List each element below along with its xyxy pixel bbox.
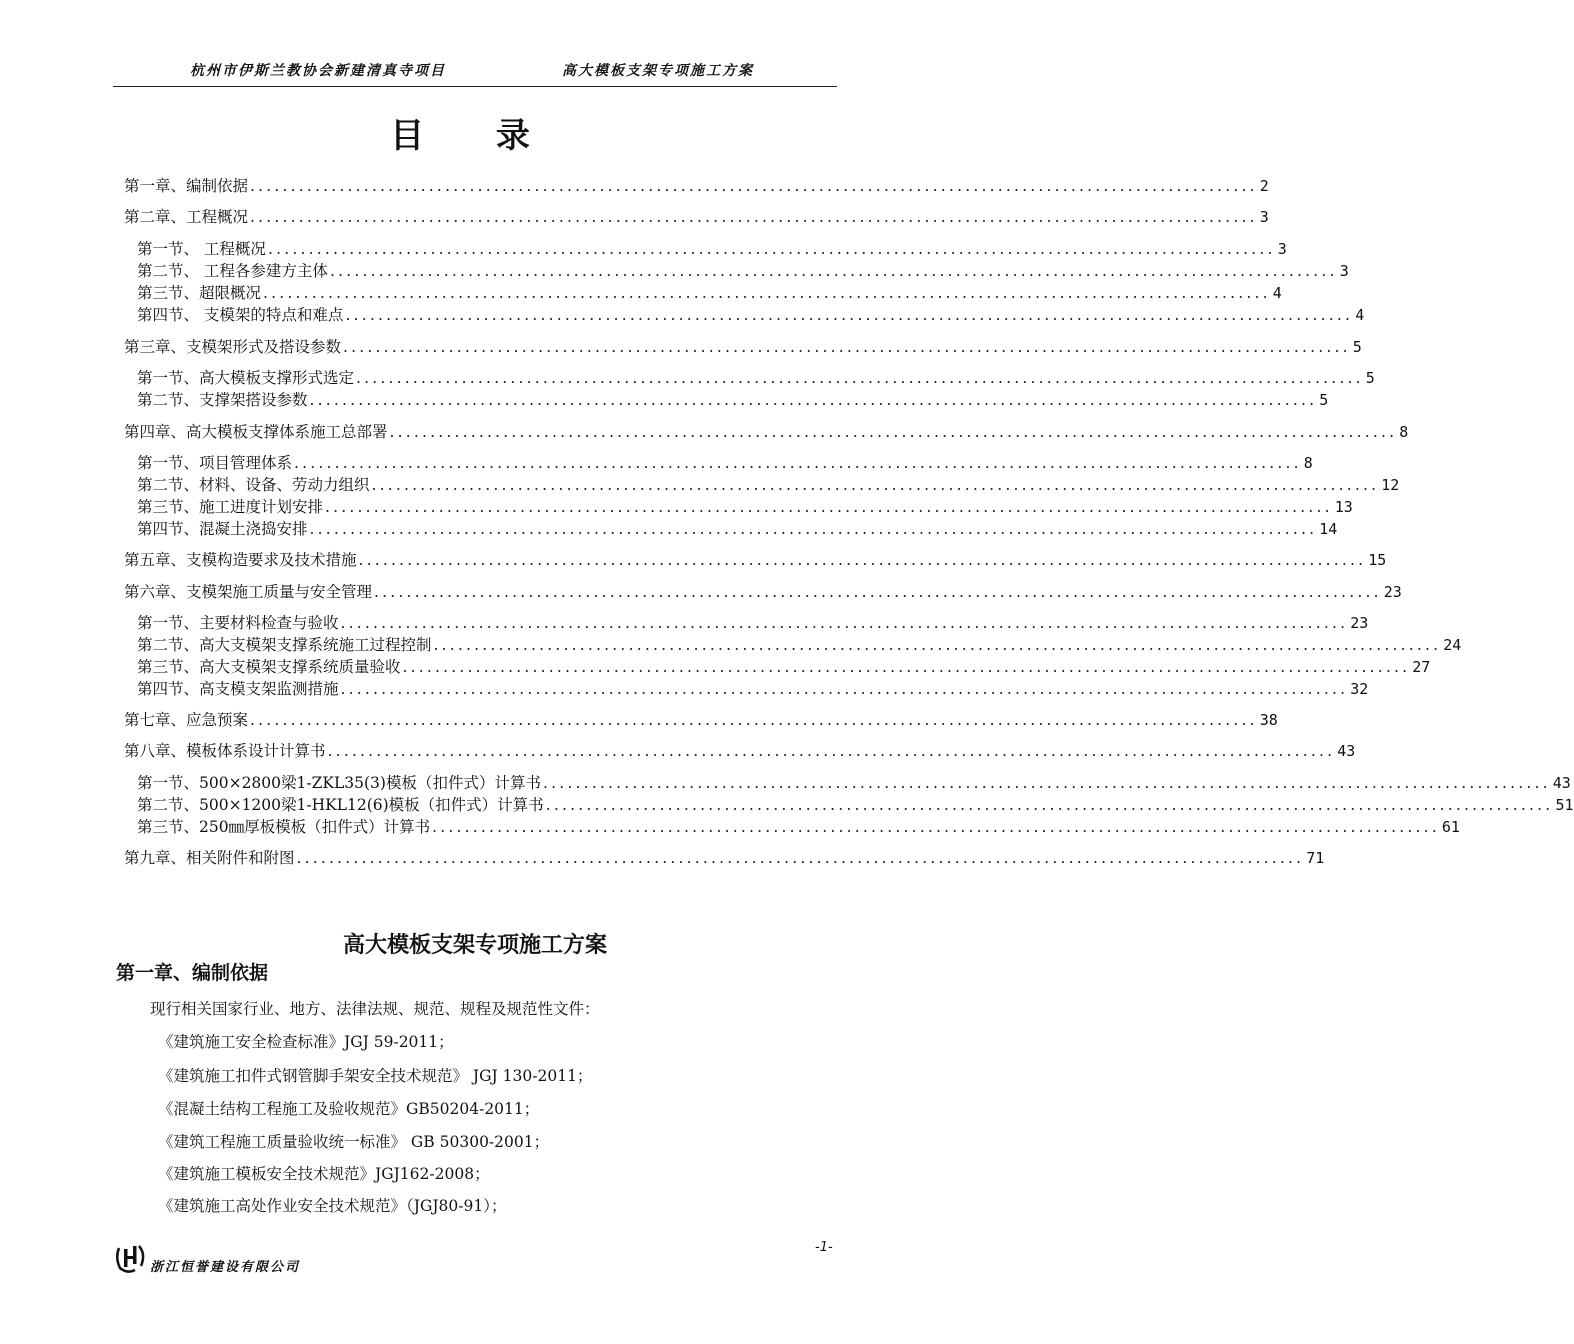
toc-title: 目 录 <box>390 116 560 156</box>
toc-entry-page: 24 <box>1443 636 1462 654</box>
toc-entry-page: 32 <box>1350 680 1369 698</box>
toc-entry[interactable] <box>137 389 1329 411</box>
toc-entry[interactable] <box>137 238 1287 260</box>
toc-entry[interactable] <box>124 421 1409 443</box>
toc-entry-label: 第二节、 工程各参建方主体 <box>137 262 328 280</box>
toc-entry[interactable] <box>137 474 1400 496</box>
toc-entry-page: 5 <box>1352 338 1362 356</box>
toc-entry-page: 4 <box>1355 306 1365 324</box>
toc-entry-label: 第三节、高大支模架支撑系统质量验收 <box>137 658 401 676</box>
toc-entry-label: 第二节、500×1200梁1-HKL12(6)模板（扣件式）计算书 <box>137 796 544 814</box>
toc-entry-page: 2 <box>1259 177 1269 195</box>
standard-reference: 《建筑施工扣件式钢管脚手架安全技术规范》 JGJ 130-2011； <box>158 1067 593 1085</box>
toc-entry-label: 第二节、支撑架搭设参数 <box>137 391 308 409</box>
toc-leader-dots: ............................................................................................................................ <box>329 262 1338 280</box>
footer-company-name: 浙江恒誉建设有限公司 <box>150 1260 301 1275</box>
toc-leader-dots: ............................................................................................................................ <box>250 177 1258 195</box>
standard-reference: 《建筑施工高处作业安全技术规范》（JGJ80-91）； <box>158 1197 507 1215</box>
toc-leader-dots: ............................................................................................................................ <box>250 208 1258 226</box>
header-divider <box>113 86 837 87</box>
toc-entry-page: 15 <box>1368 551 1387 569</box>
toc-entry-label: 第一节、 工程概况 <box>137 240 266 258</box>
toc-entry-label: 第三节、施工进度计划安排 <box>137 498 324 516</box>
toc-entry[interactable] <box>124 847 1325 869</box>
toc-entry-label: 第四节、混凝土浇捣安排 <box>137 520 308 538</box>
toc-entry-label: 第三节、超限概况 <box>137 284 262 302</box>
toc-leader-dots: ............................................................................................................................ <box>263 284 1271 302</box>
toc-entry-label: 第五章、支模构造要求及技术措施 <box>124 551 357 569</box>
toc-entry-page: 8 <box>1399 423 1409 441</box>
standard-reference: 《建筑施工安全检查标准》JGJ 59-2011； <box>158 1033 454 1051</box>
toc-entry-label: 第九章、相关附件和附图 <box>124 849 295 867</box>
toc-leader-dots: ............................................................................................................................ <box>389 423 1398 441</box>
header-document-name: 高大模板支架专项施工方案 <box>562 63 754 79</box>
toc-entry-label: 第六章、支模架施工质量与安全管理 <box>124 583 373 601</box>
toc-entry[interactable] <box>124 175 1269 197</box>
toc-entry-page: 23 <box>1383 583 1402 601</box>
company-logo-icon <box>113 1240 149 1276</box>
toc-entry-page: 27 <box>1412 658 1431 676</box>
toc-leader-dots: ............................................................................................................................ <box>340 680 1349 698</box>
toc-entry-label: 第三章、支模架形式及搭设参数 <box>124 338 342 356</box>
toc-entry-page: 5 <box>1365 369 1375 387</box>
toc-entry-page: 3 <box>1339 262 1349 280</box>
toc-leader-dots: ............................................................................................................................ <box>345 306 1354 324</box>
toc-entry-page: 61 <box>1441 818 1460 836</box>
toc-entry-label: 第四节、高支模支架监测措施 <box>137 680 339 698</box>
toc-entry-page: 23 <box>1350 614 1369 632</box>
toc-leader-dots: ............................................................................................................................ <box>340 614 1349 632</box>
toc-entry-page: 43 <box>1337 742 1356 760</box>
toc-entry[interactable] <box>124 740 1356 762</box>
toc-entry[interactable] <box>137 260 1349 282</box>
toc-entry-page: 3 <box>1259 208 1269 226</box>
toc-entry-label: 第二章、工程概况 <box>124 208 249 226</box>
toc-entry-label: 第二节、材料、设备、劳动力组织 <box>137 476 370 494</box>
toc-leader-dots: ............................................................................................................................ <box>296 849 1305 867</box>
toc-entry[interactable] <box>137 794 1574 816</box>
toc-entry[interactable] <box>137 634 1462 656</box>
standard-reference: 《混凝土结构工程施工及验收规范》GB50204-2011； <box>158 1100 540 1118</box>
standard-reference: 《建筑施工模板安全技术规范》JGJ162-2008； <box>158 1165 490 1183</box>
toc-entry[interactable] <box>137 656 1431 678</box>
toc-leader-dots: ............................................................................................................................ <box>327 742 1336 760</box>
page-header <box>0 56 950 86</box>
toc-entry-page: 14 <box>1319 520 1338 538</box>
toc-entry[interactable] <box>137 678 1369 700</box>
page-number: -1- <box>815 1240 833 1255</box>
chapter-heading: 第一章、编制依据 <box>116 962 269 984</box>
toc-entry[interactable] <box>124 549 1387 571</box>
toc-entry[interactable] <box>137 452 1313 474</box>
toc-entry-page: 71 <box>1306 849 1325 867</box>
toc-entry-label: 第一节、500×2800梁1-ZKL35(3)模板（扣件式）计算书 <box>137 774 541 792</box>
toc-entry-label: 第一节、项目管理体系 <box>137 454 293 472</box>
toc-leader-dots: ............................................................................................................................ <box>267 240 1276 258</box>
toc-entry[interactable] <box>137 518 1338 540</box>
toc-entry-label: 第八章、模板体系设计计算书 <box>124 742 326 760</box>
toc-entry-label: 第七章、应急预案 <box>124 711 249 729</box>
toc-entry[interactable] <box>124 206 1269 228</box>
toc-entry[interactable] <box>137 282 1282 304</box>
toc-leader-dots: ............................................................................................................................ <box>432 818 1440 836</box>
standard-reference: 《建筑工程施工质量验收统一标准》 GB 50300-2001； <box>158 1133 550 1151</box>
toc-leader-dots: ............................................................................................................................ <box>402 658 1411 676</box>
toc-entry-page: 5 <box>1319 391 1329 409</box>
toc-entry-label: 第三节、250㎜厚板模板（扣件式）计算书 <box>137 818 431 836</box>
toc-leader-dots: ............................................................................................................................ <box>250 711 1258 729</box>
toc-leader-dots: ............................................................................................................................ <box>433 636 1442 654</box>
toc-entry[interactable] <box>124 709 1278 731</box>
toc-leader-dots: ............................................................................................................................ <box>358 551 1367 569</box>
toc-entry-label: 第四节、 支模架的特点和难点 <box>137 306 344 324</box>
header-project-name: 杭州市伊斯兰教协会新建清真寺项目 <box>190 63 446 79</box>
toc-leader-dots: ............................................................................................................................ <box>343 338 1351 356</box>
toc-entry[interactable] <box>137 304 1365 326</box>
toc-entry-page: 51 <box>1555 796 1574 814</box>
toc-leader-dots: ............................................................................................................................ <box>356 369 1364 387</box>
toc-entry-page: 8 <box>1303 454 1313 472</box>
toc-entry-page: 38 <box>1259 711 1278 729</box>
toc-entry[interactable] <box>137 496 1353 518</box>
toc-entry-label: 第一节、主要材料检查与验收 <box>137 614 339 632</box>
toc-leader-dots: ............................................................................................................................ <box>294 454 1302 472</box>
toc-leader-dots: ............................................................................................................................ <box>325 498 1333 516</box>
toc-entry[interactable] <box>137 772 1571 794</box>
body-paragraph: 现行相关国家行业、地方、法律法规、规范、规程及规范性文件： <box>150 1000 600 1018</box>
toc-leader-dots: ............................................................................................................................ <box>309 520 1318 538</box>
document-title: 高大模板支架专项施工方案 <box>342 933 607 958</box>
toc-entry[interactable] <box>124 581 1402 603</box>
toc-leader-dots: ............................................................................................................................ <box>309 391 1318 409</box>
toc-entry-page: 13 <box>1334 498 1353 516</box>
toc-leader-dots: ............................................................................................................................ <box>374 583 1382 601</box>
toc-leader-dots: ............................................................................................................................ <box>371 476 1380 494</box>
toc-leader-dots: ............................................................................................................................ <box>545 796 1554 814</box>
toc-entry-label: 第四章、高大模板支撑体系施工总部署 <box>124 423 388 441</box>
toc-entry-page: 4 <box>1272 284 1282 302</box>
toc-leader-dots: ............................................................................................................................ <box>542 774 1551 792</box>
toc-entry-page: 12 <box>1381 476 1400 494</box>
toc-entry-label: 第一章、编制依据 <box>124 177 249 195</box>
toc-entry[interactable] <box>124 336 1362 358</box>
toc-entry-page: 43 <box>1552 774 1571 792</box>
toc-entry[interactable] <box>137 816 1460 838</box>
toc-entry-page: 3 <box>1277 240 1287 258</box>
toc-entry[interactable] <box>137 367 1375 389</box>
toc-entry-label: 第一节、高大模板支撑形式选定 <box>137 369 355 387</box>
toc-entry-label: 第二节、高大支模架支撑系统施工过程控制 <box>137 636 432 654</box>
toc-entry[interactable] <box>137 612 1369 634</box>
